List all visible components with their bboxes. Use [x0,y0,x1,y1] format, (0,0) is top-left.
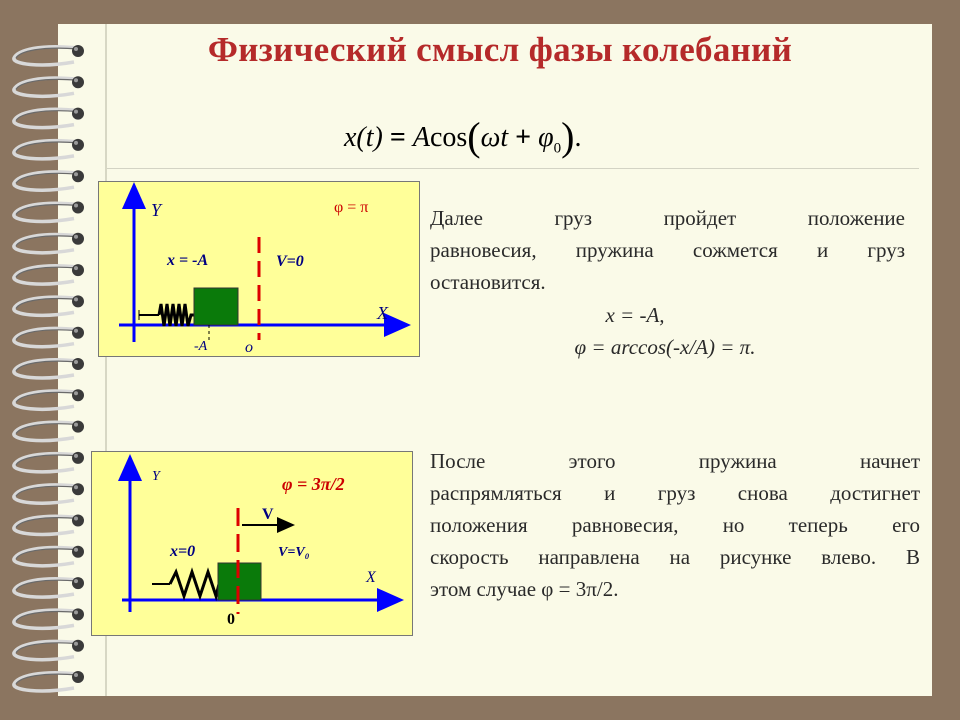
formula-phi: φ [538,122,554,153]
formula-cos: cos [429,122,468,153]
spring-compressed [159,304,194,326]
origin-label: o [245,339,253,356]
figure-phase-pi [98,181,420,357]
spring-relaxed [170,572,219,596]
formula-equals: = [389,122,406,153]
spiral-ring [14,389,84,409]
spiral-ring [14,327,84,347]
phase-label: φ = π [334,199,369,216]
x-label: X [366,569,376,586]
x-equation: x=0 [170,543,196,560]
paragraph-line: распрямляться и груз снова достигнет [430,481,920,505]
spiral-ring [14,671,84,691]
x-label: X [377,303,388,323]
x-equation: x = -A [167,252,209,269]
paragraph-phase-pi [430,202,905,298]
paragraph-line: скорость направлена на рисунке влево. В [430,545,920,569]
spiral-ring [14,608,84,628]
paragraph-line: этом случае φ = 3π/2. [430,577,619,601]
formula-lhs: x(t) [344,122,383,153]
spiral-ring [14,546,84,566]
header-rule [107,168,919,169]
v-equation: V=V₀ [278,545,310,560]
equation-x-minus-a: x = -A, [605,303,665,327]
equation-phi-arccos: φ = arccos(-x/A) = π. [574,335,756,359]
v-equation: V=0 [276,253,304,270]
slide-title: Физический смысл фазы колебаний [207,30,793,69]
paragraph-line: положения равновесия, но теперь его [430,513,920,537]
spiral-ring [14,452,84,472]
spiral-ring [14,515,84,535]
mass-block [194,288,238,325]
formula-open-paren: ( [467,114,481,159]
figure-phase-pi-drawing [99,182,419,356]
paragraph-phase-3pi-2 [430,445,920,605]
spiral-ring [14,45,84,65]
spiral-ring [14,640,84,660]
spiral-ring [14,108,84,128]
spiral-ring [14,202,84,222]
spiral-ring [14,76,84,96]
minus-a-label: -A [194,339,208,354]
paragraph-line: остановится. [430,270,546,294]
y-label: Y [152,469,160,484]
formula-phi-sub: 0 [553,140,562,157]
oscillation-formula [344,113,581,160]
spiral-ring [14,233,84,253]
spiral-ring [14,577,84,597]
paragraph-line: После этого пружина начнет [430,449,920,473]
phase-label: φ = 3π/2 [282,474,345,494]
formula-omega-t: ωt [480,122,509,153]
formula-plus: + [515,122,532,153]
spiral-ring [14,139,84,159]
spiral-ring [14,295,84,315]
formula-amplitude: A [412,122,430,153]
formula-close-paren: ) [561,114,575,159]
spiral-ring [14,358,84,378]
spiral-ring [14,483,84,503]
spiral-ring [14,421,84,441]
spiral-ring [14,170,84,190]
figure-phase-3pi-2 [91,451,413,636]
formula-dot: . [574,122,582,153]
spiral-ring [14,264,84,284]
figure-phase-3pi-2-drawing [92,452,412,635]
paragraph-line: равновесия, пружина сожмется и груз [430,238,905,262]
y-label: Y [151,200,162,220]
paragraph-line: Далее груз пройдет положение [430,206,905,230]
origin-label: 0 [227,611,235,628]
v-arrow-label: V [262,506,274,523]
